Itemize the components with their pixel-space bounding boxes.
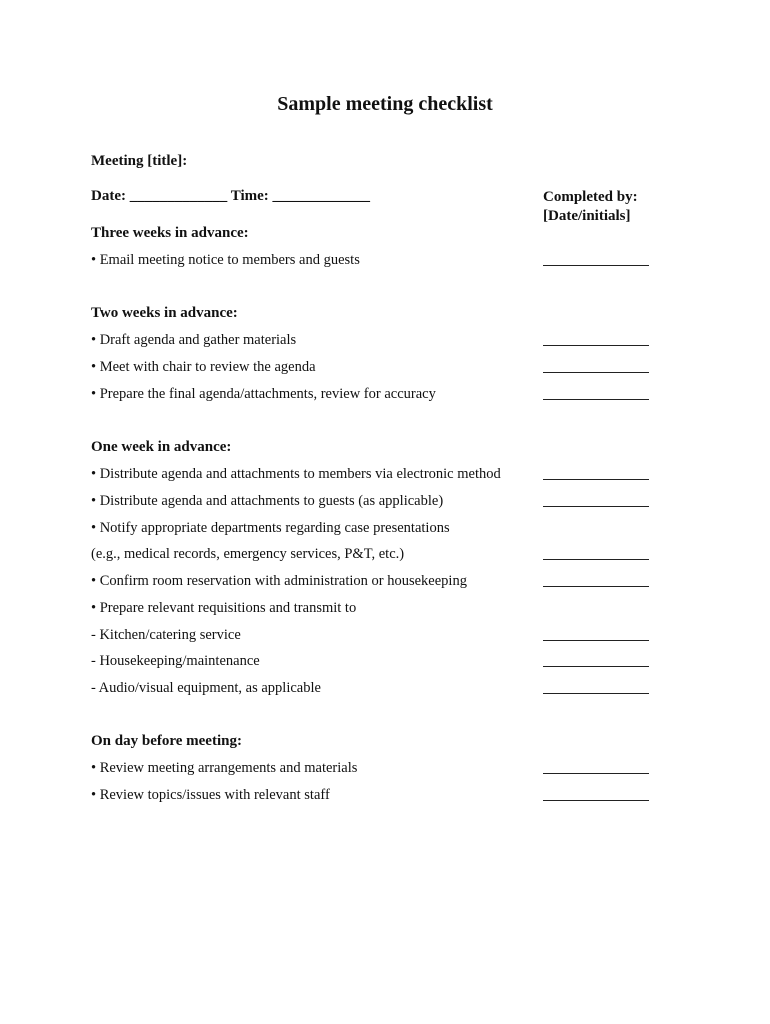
checklist-item: • Draft agenda and gather materials bbox=[91, 332, 297, 348]
checklist-item: • Meet with chair to review the agenda bbox=[91, 359, 316, 375]
completion-blank bbox=[543, 399, 649, 400]
checklist-item: (e.g., medical records, emergency services, P&T, etc.) bbox=[91, 546, 405, 562]
completion-blank bbox=[543, 693, 649, 694]
completion-blank bbox=[543, 372, 649, 373]
completion-blank bbox=[543, 559, 649, 560]
checklist-item: • Email meeting notice to members and guests bbox=[91, 252, 360, 268]
checklist-item: • Distribute agenda and attachments to guests (as applicable) bbox=[91, 493, 444, 509]
completion-blank bbox=[543, 345, 649, 346]
section-heading-day-before: On day before meeting: bbox=[91, 733, 242, 749]
completed-by-label: Completed by: bbox=[543, 189, 638, 205]
completion-blank bbox=[543, 773, 649, 774]
completion-blank bbox=[543, 506, 649, 507]
section-heading-three-weeks: Three weeks in advance: bbox=[91, 225, 249, 241]
checklist-item: - Kitchen/catering service bbox=[91, 627, 241, 643]
checklist-item: • Review topics/issues with relevant staff bbox=[91, 787, 330, 803]
checklist-item: • Confirm room reservation with administration or housekeeping bbox=[91, 573, 467, 589]
checklist-item: • Notify appropriate departments regarding case presentations bbox=[91, 520, 450, 536]
section-heading-two-weeks: Two weeks in advance: bbox=[91, 305, 238, 321]
checklist-item: - Audio/visual equipment, as applicable bbox=[91, 680, 321, 696]
date-initials-label: [Date/initials] bbox=[543, 208, 631, 224]
completion-blank bbox=[543, 640, 649, 641]
checklist-item: • Review meeting arrangements and materials bbox=[91, 760, 358, 776]
meeting-title-label: Meeting [title]: bbox=[91, 153, 188, 169]
completed-by-header bbox=[543, 188, 638, 226]
section-heading-one-week: One week in advance: bbox=[91, 439, 232, 455]
completion-blank bbox=[543, 666, 649, 667]
checklist-item: - Housekeeping/maintenance bbox=[91, 653, 260, 669]
completion-blank bbox=[543, 586, 649, 587]
checklist-item: • Prepare relevant requisitions and transmit to bbox=[91, 600, 357, 616]
completion-blank bbox=[543, 265, 649, 266]
completion-blank bbox=[543, 800, 649, 801]
checklist-item: • Distribute agenda and attachments to members via electronic method bbox=[91, 466, 501, 482]
completion-blank bbox=[543, 479, 649, 480]
page-title: Sample meeting checklist bbox=[277, 93, 493, 115]
checklist-item: • Prepare the final agenda/attachments, review for accuracy bbox=[91, 386, 436, 402]
date-time-line: Date: _____________ Time: _____________ bbox=[91, 188, 371, 204]
